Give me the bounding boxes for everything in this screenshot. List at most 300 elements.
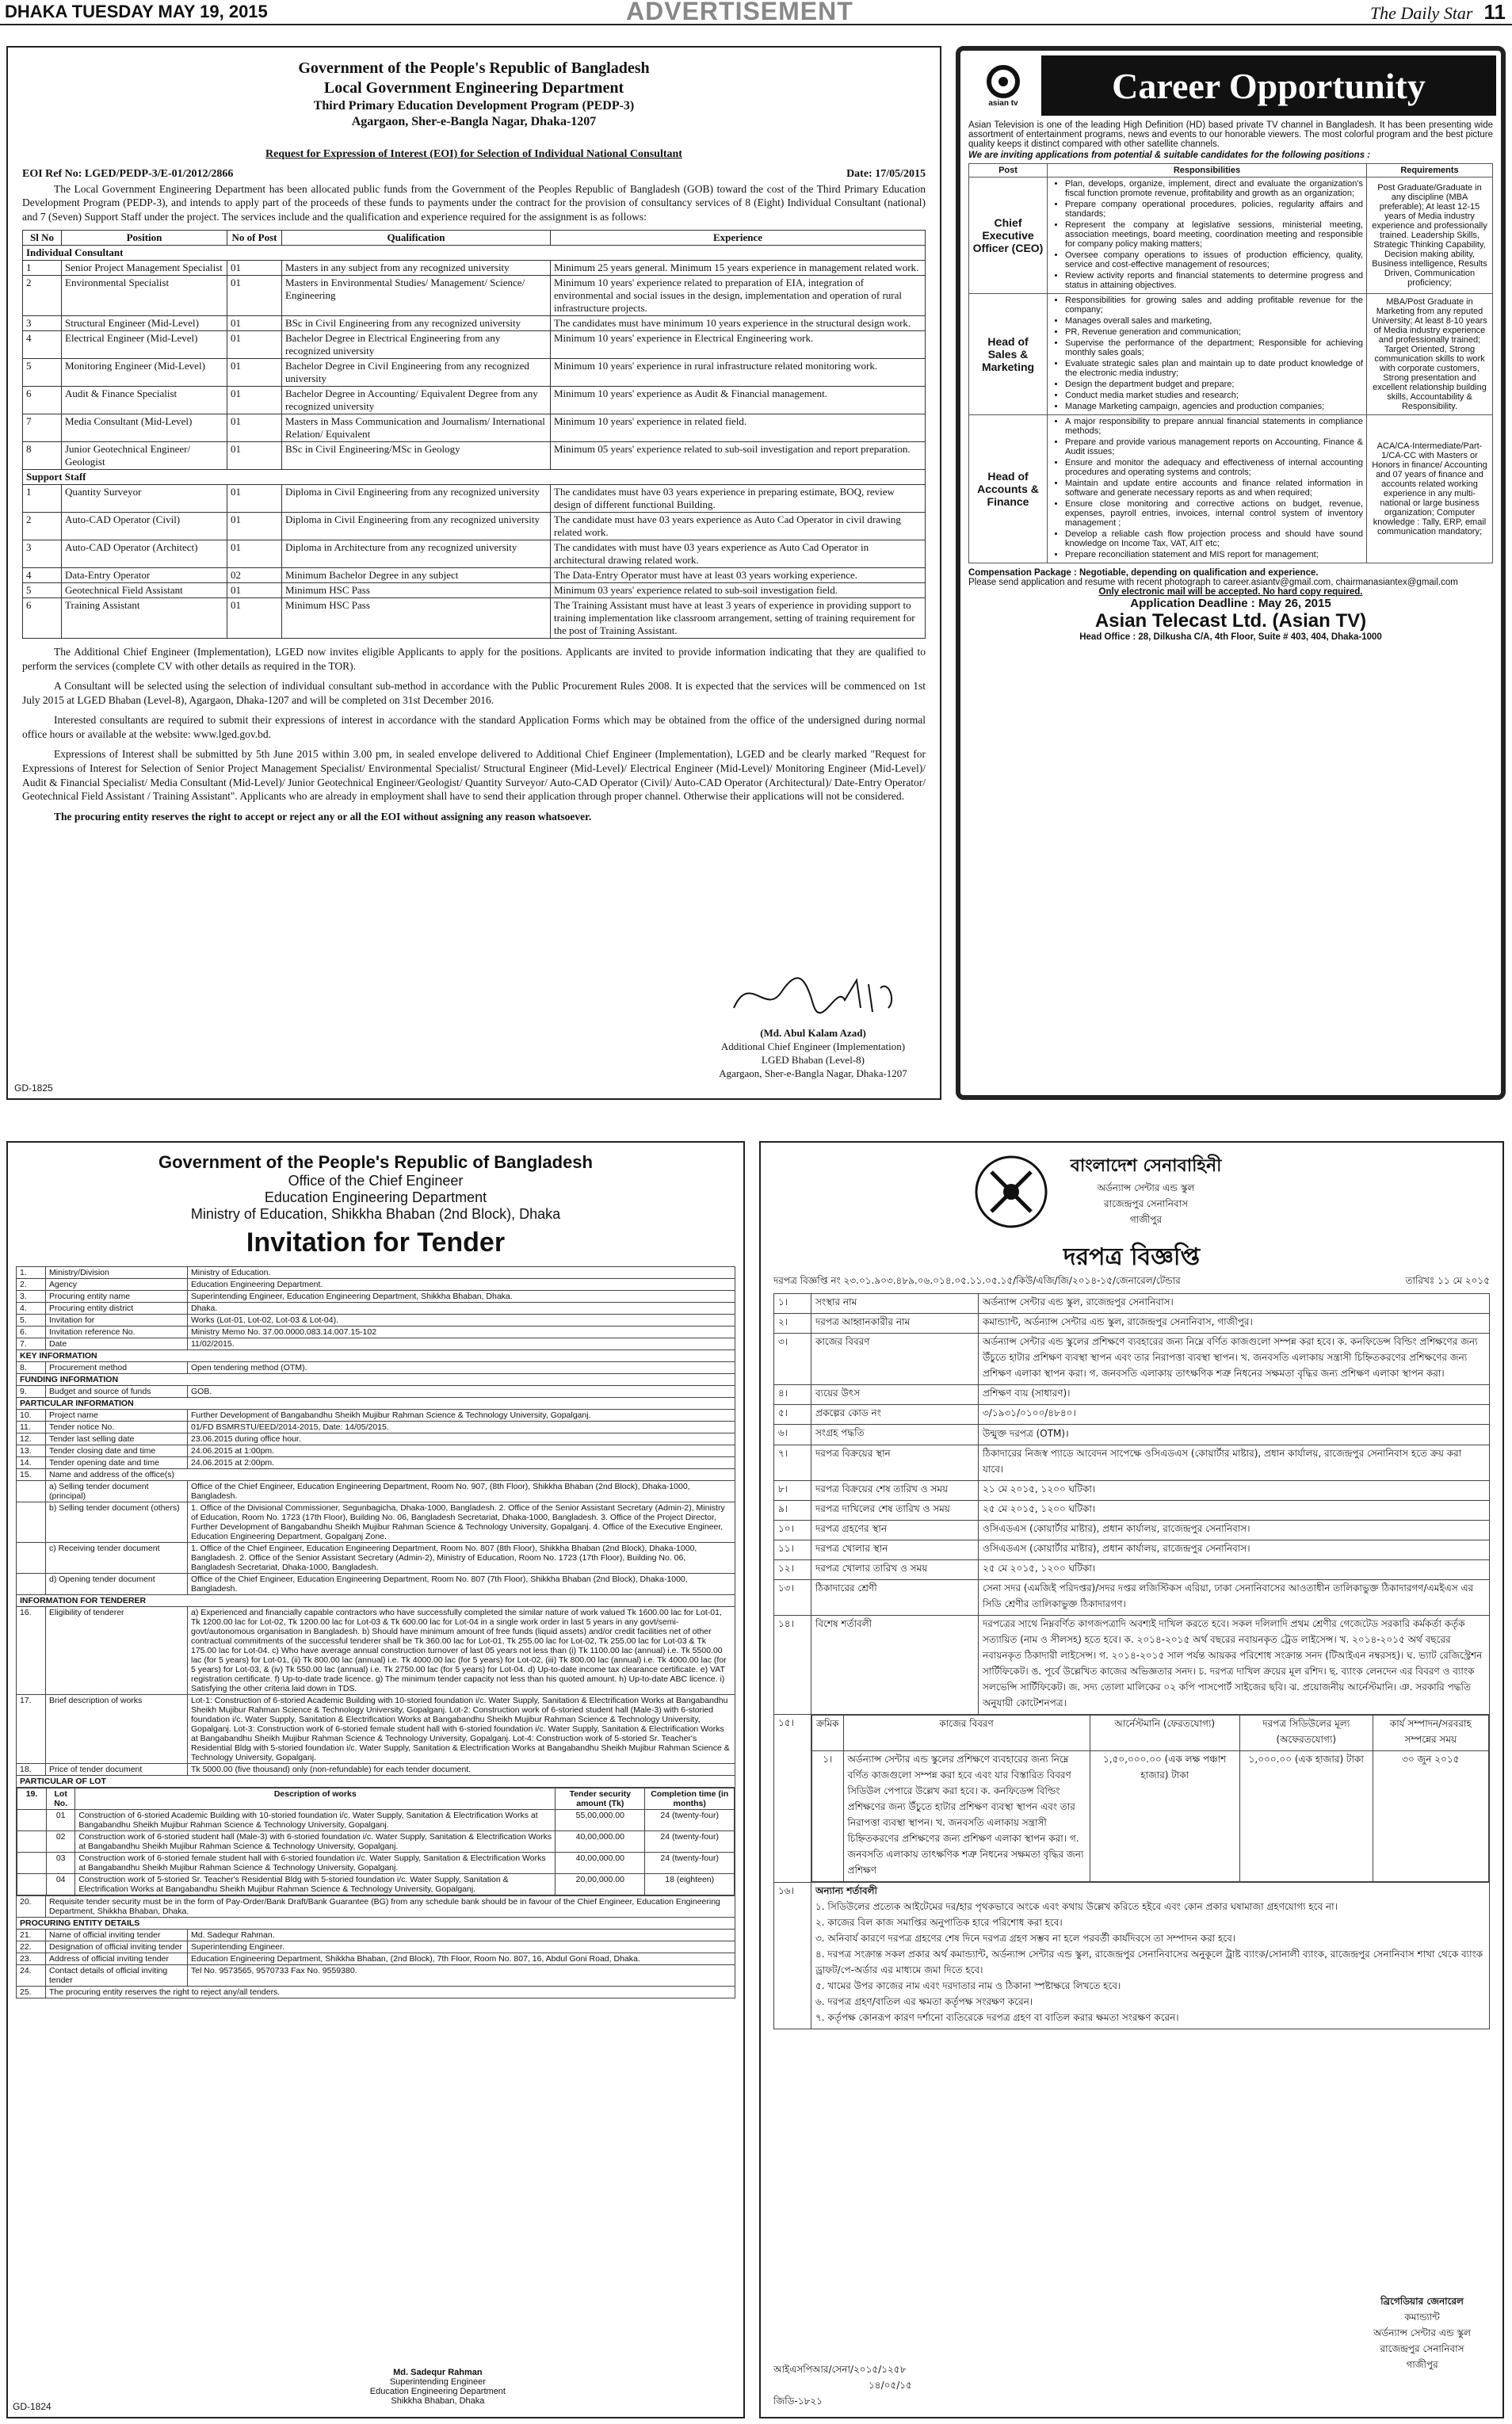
row-value: Ministry of Education. (188, 1267, 735, 1279)
table-cell: Quantity Surveyor (62, 485, 227, 513)
row-label: দরপত্র বিক্রয়ের শেষ তারিখ ও সময় (811, 1481, 979, 1501)
row-value: Ministry Memo No. 37.00.0000.083.14.007.15-102 (188, 1327, 735, 1338)
responsibility-item: • Responsibilities for growing sales and adding profitable revenue for the company; (1065, 296, 1363, 315)
table-row (23, 316, 926, 331)
lot-cell: 40,00,000.00 (556, 1831, 645, 1853)
row-label: দরপত্র গ্রহণের স্থান (811, 1521, 979, 1540)
row-number: ১। (774, 1294, 811, 1314)
eoi-ref: EOI Ref No: LGED/PEDP-3/E-01/2012/2866 (22, 167, 234, 180)
others-item: ৩. অনিবার্য কারণে দরপত্র গ্রহণের শেষ দিনে দরপত্র গ্রহণ সম্ভব না হলে পরবর্তী কার্যদিবসে তা সম্পাদন করা হবে। (815, 1933, 1236, 1944)
others-item: ৬. দরপত্র গ্রহণ/বাতিল এর ক্ষমতা কর্তৃপক্ষ সংরক্ষণ করেন। (815, 1996, 1033, 2007)
row-number: 18. (17, 1764, 46, 1776)
ad4-head (773, 1152, 1490, 1271)
row-number: 5. (17, 1315, 46, 1327)
row-number: ১২। (774, 1560, 811, 1580)
lot-col-header: Description of works (75, 1788, 556, 1810)
row-number: 21. (17, 1930, 46, 1941)
table-cell: The Data-Entry Operator must have at least 03 years working experience. (551, 568, 926, 583)
row-label: দরপত্র খোলার স্থান (811, 1540, 979, 1560)
section-label: Individual Consultant (23, 246, 926, 261)
row-value: 1. Office of the Divisional Commissioner, Segunbagicha, Dhaka-1000, Bangladesh. 2. Office of the Senior Assistant Secretary (Admin-2), Ministry of Education, Room No. 1723 (17th Floor), Building No. 06, Bangladesh Secretariat, Dhaka-1000, Bangladesh. 3. Office of the Project Director, Further Development of Bangabandhu Sheikh Mujibur Rahman Science & Technology University, Gopalganj. 4. Office of the Executive Engineer, Education Engineering Department, Gopalganj Zone. (188, 1502, 735, 1543)
row-number: 13. (17, 1445, 46, 1457)
row-value: 24.06.2015 at 2:00pm. (188, 1457, 735, 1469)
tender-row (17, 1338, 735, 1350)
lot-cell: 03 (47, 1853, 75, 1874)
table-cell: The candidates with must have 03 years experience as Auto Cad Operator in architectural drawing related work. (551, 540, 926, 568)
table-cell: Diploma in Architecture from any recognized university (282, 540, 551, 568)
row-label: Invitation reference No. (46, 1327, 188, 1338)
tender-row (774, 1294, 1490, 1314)
lot-spacer (17, 1874, 47, 1895)
table-cell: Monitoring Engineer (Mid-Level) (62, 359, 227, 387)
row-value: উন্মুক্ত দরপত্র (OTM)। (979, 1425, 1490, 1445)
responsibility-item: • Prepare reconciliation statement and MIS report for management; (1065, 550, 1363, 559)
row-value: 1. Office of the Chief Engineer, Education Engineering Department, Room No. 807 (8th Floor), Shikkha Bhaban (2nd Block), Dhaka-1000, Bangladesh. 2. Office of the Senior Assistant Secretary (Admin-2), Ministry of Education, Room No. 1723 (17th Floor), Building No. 06, Bangladesh Secretariat, Dhaka-1000, Bangladesh. (188, 1543, 735, 1574)
ad4-sub-1: অর্ডন্যান্স সেন্টার এন্ড স্কুল (1097, 1182, 1195, 1193)
responsibilities (1048, 294, 1367, 415)
row-label: কাজের বিবরণ (811, 1334, 979, 1385)
tender-row (17, 1291, 735, 1303)
tender-row (17, 1267, 735, 1279)
lot-spacer (17, 1810, 47, 1831)
page-header (0, 0, 1512, 25)
tender-row (774, 1425, 1490, 1445)
ad3-signature-block (370, 2368, 506, 2406)
responsibility-item: • Evaluate strategic sales plan and maintain up to date product knowledge of the electronic media industry; (1065, 359, 1363, 378)
table-cell: 1 (23, 485, 62, 513)
row-number: ৫। (774, 1405, 811, 1425)
row-label: Requisite tender security must be in the form of Pay-Order/Bank Draft/Bank Guarantee (BG) from any schedule bank should be in favour of the Chief Engineer, Education Engineering Department, Shikkha Bhaban, Dhaka. (46, 1896, 735, 1918)
row-label: বিশেষ শর্তাবলী (811, 1616, 979, 1715)
tender-table (16, 1266, 735, 1998)
row-value: Superintending Engineer, Education Engineering Department, Shikkha Bhaban, Dhaka. (188, 1291, 735, 1303)
ad3-gd-code: GD-1824 (13, 2401, 52, 2412)
responsibility-item: • Plan, develops, organize, implement, direct and evaluate the organization's fiscal function promote revenue, profitability and growth as an organization; (1065, 179, 1363, 198)
signatory-line: রাজেন্দ্রপুর সেনানিবাস (1380, 2343, 1464, 2354)
row-label: Address of official inviting tender (46, 1953, 188, 1965)
row-number: 22. (17, 1941, 46, 1953)
row-value: 11/02/2015. (188, 1338, 735, 1350)
tender-row (774, 1521, 1490, 1540)
row-label: ঠিকাদারের শ্রেণী (811, 1580, 979, 1616)
row-label: Tender opening date and time (46, 1457, 188, 1469)
table-cell: Minimum 10 years' experience in Electrical Engineering work. (551, 331, 926, 359)
row-value: ২১ মে ২০১৫, ১২০০ ঘটিকা। (979, 1481, 1490, 1501)
table-cell: BSc in Civil Engineering/MSc in Geology (282, 442, 551, 470)
tender-row (17, 1374, 735, 1386)
table-cell: Media Consultant (Mid-Level) (62, 414, 227, 442)
table-cell: 5 (23, 359, 62, 387)
table-cell: Electrical Engineer (Mid-Level) (62, 331, 227, 359)
signatory-line: Md. Sadequr Rahman (393, 2368, 483, 2377)
ad2-intro: Asian Television is one of the leading High Definition (HD) based private TV channel in Bangladesh. It has been presenting wide assortment of entertainment programs, news and events to our honorable viewers. The most colorful program and the best picture quality keeps it distinct compared with other satellite channels. (968, 120, 1493, 149)
table-cell: Bachelor Degree in Civil Engineering from any recognized university (282, 359, 551, 387)
row-number: 14. (17, 1457, 46, 1469)
row-number: 20. (17, 1896, 46, 1918)
table-cell: The candidates must have minimum 10 years experience in the structural design work. (551, 316, 926, 331)
tender-row (17, 1918, 735, 1930)
asian-tv-logo: asian tv (965, 55, 1041, 116)
tender-row (17, 1350, 735, 1362)
work-table (811, 1715, 1489, 1882)
work-cell (811, 1715, 1490, 1883)
row-number: ১০। (774, 1521, 811, 1540)
tender-row (774, 1560, 1490, 1580)
tender-row (17, 1279, 735, 1291)
responsibility-item: • Supervise the performance of the department; Responsible for achieving monthly sales goals; (1065, 338, 1363, 357)
table-cell: Auto-CAD Operator (Architect) (62, 540, 227, 568)
others-item: ৫. খামের উপর কাজের নাম এবং দরদাতার নাম ও ঠিকানা স্পষ্টাক্ষরে লিখতে হবে। (815, 1980, 1121, 1991)
table-row (23, 513, 926, 540)
row-number: ৩। (774, 1334, 811, 1385)
row-value: অর্ডন্যান্স সেন্টার এন্ড স্কুল, রাজেন্দ্রপুর সেনানিবাস। (979, 1294, 1490, 1314)
table-row (23, 331, 926, 359)
table-cell: Geotechnical Field Assistant (62, 583, 227, 598)
others-item: ২. কাজের বিল কাজ সমাপ্তির অনুপাতিক হারে পরিশোধ করা হবে। (815, 1917, 1063, 1928)
table-cell: Training Assistant (62, 598, 227, 639)
signatory-line: অর্ডন্যান্স সেন্টার এন্ড স্কুল (1373, 2327, 1471, 2338)
table-row (23, 261, 926, 276)
ad4-date: তারিখঃ ১১ মে ২০১৫ (1405, 1275, 1490, 1286)
row-label: The procuring entity reserves the right to reject any/all tenders. (46, 1987, 735, 1998)
row-label: Date (46, 1338, 188, 1350)
row-label: Tender last selling date (46, 1433, 188, 1445)
ad3-title-3: Education Engineering Department (264, 1189, 487, 1205)
row-number: ১৪। (774, 1616, 811, 1715)
career-title: Career Opportunity (1112, 65, 1426, 106)
table-cell: Minimum Bachelor Degree in any subject (282, 568, 551, 583)
row-number: ৯। (774, 1501, 811, 1521)
career-banner (965, 55, 1496, 116)
table-cell: Data-Entry Operator (62, 568, 227, 583)
tender-row (17, 1965, 735, 1987)
row-number: ৭। (774, 1445, 811, 1481)
others-title: অন্যান্য শর্তাবলী (815, 1885, 877, 1896)
lot-cell: 24 (twenty-four) (645, 1810, 735, 1831)
row-label: Procuring entity name (46, 1291, 188, 1303)
tender-row (17, 1941, 735, 1953)
table-cell: Minimum 10 years' experience in rural infrastructure related monitoring work. (551, 359, 926, 387)
row-value: প্রশিক্ষণ ব্যয় (সাধারণ)। (979, 1385, 1490, 1405)
row-label: Tender notice No. (46, 1422, 188, 1433)
others-cell (811, 1883, 1490, 2029)
tender-row (17, 1607, 735, 1695)
responsibility-item: • Represent the company at legislative sessions, ministerial meeting, association meetings, board meeting, coordination meeting and responsible for company policy making matters; (1065, 220, 1363, 249)
ad4-sub-2: রাজেন্দ্রপুর সেনানিবাস (1103, 1198, 1189, 1209)
column-header: Qualification (282, 231, 551, 246)
row-number: ২। (774, 1314, 811, 1334)
tender-row (17, 1422, 735, 1433)
responsibilities (1048, 178, 1367, 294)
lot-cell: 18 (eighteen) (645, 1874, 735, 1895)
tender-row (17, 1433, 735, 1445)
row-value: Further Development of Bangabandhu Sheikh Mujibur Rahman Science & Technology University, Gopalganj. (188, 1410, 735, 1422)
table-cell: Minimum 10 years' experience related to preparation of EIA, integration of environmental and social issues in the design, implementation and operation of rural infrastructure projects. (551, 276, 926, 316)
row-label: Budget and source of funds (46, 1386, 188, 1398)
section-label: PARTICULAR INFORMATION (17, 1398, 735, 1410)
table-cell: Bachelor Degree in Accounting/ Equivalent Degree from any recognized university (282, 387, 551, 414)
ad4-ref: দরপত্র বিজ্ঞপ্তি নং ২৩.০১.৯০৩.৪৮৯.০৬.০১৪.০৫.১১.০৫.১৫/কিউ/এজি/জি/২০১৪-১৫/জেনারেল/টেন্ডার (773, 1275, 1181, 1286)
column-header: Responsibilities (1048, 164, 1367, 178)
table-cell: 02 (227, 568, 282, 583)
lot-row (17, 1810, 735, 1831)
tender-row (17, 1987, 735, 1998)
row-value: ওসিএডএস (কোয়ার্টার মাষ্টার), প্রধান কার্যালয়, রাজেন্দ্রপুর সেনানিবাস। (979, 1521, 1490, 1540)
table-row (23, 387, 926, 414)
lot-cell: 24 (twenty-four) (645, 1831, 735, 1853)
ad2-invite: We are inviting applications from potential & suitable candidates for the following positions : (968, 151, 1371, 160)
work-item-cell: ১,০০০.০০ (এক হাজার) টাকা (1239, 1751, 1373, 1882)
row-label: b) Selling tender document (others) (46, 1502, 188, 1543)
eoi-paragraph: A Consultant will be selected using the selection of individual consultant sub-method in accordance with the Public Procurement Rules 2008. It is expected that the services will be commenced on 1st July 2015 at LGED Bhaban (Level-8), Agargaon, Dhaka-1207 and will be completed on 31st December 2016. (22, 680, 926, 706)
ad1-title-3: Third Primary Education Development Program (PEDP-3) (313, 99, 635, 113)
ad3-title-4: Ministry of Education, Shikkha Bhaban (2nd Block), Dhaka (190, 1206, 561, 1222)
responsibility-item: • Manage Marketing campaign, agencies and production companies; (1065, 402, 1363, 411)
row-value: Superintending Engineer. (188, 1941, 735, 1953)
table-row (23, 540, 926, 568)
table-cell: 6 (23, 598, 62, 639)
row-label: a) Selling tender document (principal) (46, 1481, 188, 1502)
signatory-line: Superintending Engineer (389, 2377, 486, 2387)
work-col-header: আর্নেস্টমানি (ফেরতযোগ্য) (1090, 1716, 1239, 1751)
army-tender-ad (759, 1141, 1504, 2418)
eoi-paragraph: Expressions of Interest shall be submitted by 5th June 2015 within 3.00 pm, in sealed envelope delivered to Additional Chief Engineer (Implementation), LGED and be clearly marked "Request for Expressions of Interest for Selection of Senior Project Management Specialist/ Environmental Specialist/ Structural Engineer (Mid-Level)/ Electrical Engineer (Mid-Level)/ Monitoring Engineer (Mid-Level)/ Audit & Financial Specialist/ Media Consultant (Mid-Level)/ Junior Geotechnical Engineer/Geologist/ Quantity Surveyor/ Auto-CAD Operator (Civil)/ Auto-CAD Operator (Architectural)/ Date-Entry Operator/ Geotechnical Field Assistant / Training Assistant". Applicants who are already in employment shall have to send their application through proper channel. Otherwise their applications will not be considered. (22, 748, 926, 803)
work-header (812, 1716, 1489, 1751)
others-row (774, 1883, 1490, 2029)
table-cell: 8 (23, 442, 62, 470)
work-col-header: কার্য সম্পাদন/সরবরাহ সম্পন্নের সময় (1373, 1716, 1488, 1751)
send-instruction: Please send application and resume with recent photograph to career.asiantv@gmail.com, chairmanasiantex@gmail.com (968, 578, 1458, 587)
row-label: Ministry/Division (46, 1267, 188, 1279)
tender-row (17, 1896, 735, 1918)
row-value: ২৫ মে ২০১৫, ১২০০ ঘটিকা। (979, 1501, 1490, 1521)
asian-tv-career-ad (956, 46, 1506, 1100)
tender-row (774, 1334, 1490, 1385)
row-number: 16. (17, 1607, 46, 1695)
lot-cell: 01 (47, 1810, 75, 1831)
section-label: PROCURING ENTITY DETAILS (17, 1918, 735, 1930)
table-cell: Minimum HSC Pass (282, 598, 551, 639)
row-number: 6. (17, 1327, 46, 1338)
row-number: ৪। (774, 1385, 811, 1405)
table-cell: 01 (227, 359, 282, 387)
ad4-sub-3: গাজীপুর (1129, 1214, 1163, 1225)
row-label: সংগ্রহ পদ্ধতি (811, 1425, 979, 1445)
company-name: Asian Telecast Ltd. (Asian TV) (1094, 610, 1367, 632)
table-cell: The candidates must have 03 years experience in preparing estimate, BOQ, review design of different functional Building. (551, 485, 926, 513)
tender-row (774, 1501, 1490, 1521)
lot-table (17, 1788, 735, 1895)
responsibility-item: • Conduct media market studies and research; (1065, 391, 1363, 400)
lot-spacer (17, 1853, 47, 1874)
others-item: ৪. দরপত্র সংক্রান্ত সকল প্রকার অর্থ কমান্ড্যান্ট, অর্ডন্যান্স সেন্টার এন্ড স্কুল, রাজেন্দ্রপুর সেনানিবাসের অনুকূলে ট্রাষ্ট ব্যাংক/সোনালী ব্যাংক, রাজেন্দ্রপুর সেনানিবাস শাখা থেকে ব্যাংক ড্রাফট/পে-অর্ডার এর মাধ্যমে জমা দিতে হবে। (815, 1949, 1483, 1975)
table-cell: 01 (227, 485, 282, 513)
table-row (23, 583, 926, 598)
table-cell: 01 (227, 414, 282, 442)
table-row (23, 485, 926, 513)
responsibility-item: • Maintain and update entire accounts and finance related information in software and generate necessary reports as and when required; (1065, 479, 1363, 498)
row-number: 9. (17, 1386, 46, 1398)
responsibility-item: • A major responsibility to prepare annual financial statements in compliance methods; (1065, 417, 1363, 436)
work-col-header: দরপত্র সিডিউলের মূল্য (অফেরতযোগ্য) (1239, 1716, 1373, 1751)
lot-table-cell (17, 1788, 735, 1896)
logo-mark-icon (986, 64, 1021, 99)
row-number (17, 1574, 46, 1595)
row-label: Eligibility of tenderer (46, 1607, 188, 1695)
work-item-cell: ১। (812, 1751, 844, 1882)
row-label: Contact details of official inviting tender (46, 1965, 188, 1987)
table-cell: 6 (23, 387, 62, 414)
ad4-signature-block (1373, 2295, 1471, 2374)
row-label: Tender closing date and time (46, 1445, 188, 1457)
row-number: 4. (17, 1303, 46, 1315)
application-deadline: Application Deadline : May 26, 2015 (1130, 597, 1331, 610)
tender-row (774, 1314, 1490, 1334)
table-cell: Structural Engineer (Mid-Level) (62, 316, 227, 331)
lot-header (17, 1788, 735, 1810)
position-row (969, 178, 1493, 294)
row-value: GOB. (188, 1386, 735, 1398)
signatory-line: LGED Bhaban (Level-8) (762, 1054, 865, 1067)
row-label: ব্যয়ের উৎস (811, 1385, 979, 1405)
row-value: Lot-1: Construction of 6-storied Academic Building with 10-storied foundation i/c. Water Supply, Sanitation & Electrification Works at Bangabandhu Sheikh Mujibur Rahman Science & Technology University, Gopalganj. Lot-2: Construction work of 6-storied student hall (Male-3) with 6-storied foundation i/c. Water Supply, Sanitation & Electrification Works at Bangabandhu Sheikh Mujibur Rahman Science & Technology University, Gopalganj. Lot-3: Construction work of 6-storied female student hall with 6-storied foundation i/c. Water Supply, Sanitation & Electrification Works at Bangabandhu Sheikh Mujibur Rahman Science & Technology University, Gopalganj. Lot-4: Construction work of 5-storied Sr. Teacher's Residential Bldg with 5-storied foundation i/c. Water Supply, Sanitation & Electrification Works at Bangabandhu Sheikh Mujibur Rahman Science & Technology University, Gopalganj. (188, 1695, 735, 1764)
table-cell: 01 (227, 540, 282, 568)
lot-row (17, 1831, 735, 1853)
position-row (969, 294, 1493, 415)
work-col-header: ক্রমিক (812, 1716, 844, 1751)
responsibility-item: • PR, Revenue generation and communication; (1065, 327, 1363, 337)
signatory-line: কমান্ড্যান্ট (1404, 2311, 1440, 2323)
table-row (23, 359, 926, 387)
tender-row (17, 1410, 735, 1422)
work-item-cell: ৩০ জুন ২০১৫ (1373, 1751, 1488, 1882)
row-value: Education Engineering Department, Shikkha Bhaban, (2nd Block), 7th Floor, Room No. 807, 16, Abdul Goni Road, Dhaka. (188, 1953, 735, 1965)
compensation: Compensation Package : Negotiable, depending on qualification and experience. (968, 568, 1319, 578)
row-number: 8. (17, 1362, 46, 1374)
row-value: কমান্ড্যান্ট, অর্ডন্যান্স সেন্টার এন্ড স্কুল, রাজেন্দ্রপুর সেনানিবাস, গাজীপুর। (979, 1314, 1490, 1334)
row-value: অর্ডন্যান্স সেন্টার এন্ড স্কুলের প্রশিক্ষণে ব্যবহারের জন্য নিম্নে বর্ণিত কাজগুলো সম্পন্ন করা হবে। ক. কনফিডেন্স বিল্ডিং প্রশিক্ষণের জন্য উঁচুতে হাটার প্রশিক্ষণ ব্যবস্থা স্থাপন এবং তার নিরাপত্তা ব্যবস্থা স্থাপন। খ. জনবসতি এলাকায় সন্ত্রাসী চিহ্নিতকরণের প্রশিক্ষণের জন্য প্রশিক্ষণ এলাকা স্থাপন করা। গ. জনবসতি এলাকায় তাৎক্ষণিক শত্রু নিধনের সক্ষমতা বৃদ্ধির জন্য প্রশিক্ষণ এলাকা স্থাপন করা। (979, 1334, 1490, 1385)
ad4-table (773, 1293, 1490, 2029)
row-value: দরপত্রের সাথে নিম্নবর্ণিত কাগজপত্রাদি অবশ্যই দাখিল করতে হবে। সকল দলিলাদি প্রথম শ্রেণীর গেজেটেড সরকারি কর্মকর্তা কর্তৃক সত্যায়িত (নাম ও সীলসহ) হতে হবে। ক. ২০১৪-২০১৫ অর্থ বছরের নবায়নকৃত ট্রেড লাইসেন্স। খ. ২০১৪-২০১৫ অর্থ বছরের নবায়নকৃত ঠিকাদারী লাইসেন্স। গ. ২০১৪-২০১৫ সাল পর্যন্ত আয়কর পরিশোধ সংক্রান্ত সনদ (টিআইএন নম্বরসহ)। ঘ. ভ্যাট রেজিস্ট্রেশন সার্টিফিকেট। ঙ. পূর্বে উল্লেখিত কাজের অভিজ্ঞতার সনদ। চ. দরপত্র দাখিল ক্রয়ের মূল রশিদ। ছ. ব্যাংক লেনদেন এর বিবরণ ও ব্যাংক সলভেন্সি সার্টিফিকেট। জ. সদ্য তোলা মালিকের ০২ কপি পাসপোর্ট সাইজের ছবি। ঝ. প্রয়োজনীয় আর্নেস্টমানি। ঞ. সরকারি পদ্ধতি অনুযায়ী কোটেশনপত্র। (979, 1616, 1490, 1715)
signatory-line: Education Engineering Department (369, 2387, 506, 2396)
lot-table-row (17, 1788, 735, 1896)
section-label: KEY INFORMATION (17, 1350, 735, 1362)
section-label: INFORMATION FOR TENDERER (17, 1595, 735, 1607)
column-header: Experience (551, 231, 926, 246)
tender-row (774, 1385, 1490, 1405)
table-cell: 1 (23, 261, 62, 276)
email-only-note: Only electronic mail will be accepted. No hard copy required. (1098, 587, 1363, 597)
table-cell: 01 (227, 261, 282, 276)
row-label: Name and address of the office(s) (46, 1469, 735, 1481)
row-label: Brief description of works (46, 1695, 188, 1764)
table-cell: Minimum 25 years general. Minimum 15 years experience in management related work. (551, 261, 926, 276)
lot-cell: 40,00,000.00 (556, 1853, 645, 1874)
lot-cell: Construction work of 5-storied Sr. Teacher's Residential Bldg with 5-storied foundation i/c. Water Supply, Sanitation & Electrification Works at Bangabandhu Sheikh Mujibur Rahman Science & Technology University, Gopalganj. (75, 1874, 556, 1895)
row-number: 15. (17, 1469, 46, 1481)
ad3-title-2: Office of the Chief Engineer (288, 1173, 464, 1189)
row-value: Md. Sadequr Rahman. (188, 1930, 735, 1941)
career-table (968, 163, 1493, 563)
table-cell: 4 (23, 568, 62, 583)
table-cell: 4 (23, 331, 62, 359)
row-label: Price of tender document (46, 1764, 188, 1776)
row-value: 23.06.2015 during office hour. (188, 1433, 735, 1445)
signatory-line: (Md. Abul Kalam Azad) (760, 1027, 866, 1040)
signatory-line: গাজীপুর (1406, 2359, 1438, 2370)
table-cell: 3 (23, 540, 62, 568)
ad4-org-block (1059, 1152, 1233, 1229)
tender-heading: Invitation for Tender (246, 1227, 506, 1258)
tender-row (17, 1315, 735, 1327)
responsibility-item: • Develop a reliable cash flow projection process and should have sound knowledge on Income Tax, VAT, AIT etc; (1065, 529, 1363, 548)
others-item: ৭. কর্তৃপক্ষ কোনরূপ কারণ দর্শানো ব্যতিরেকে দরপত্র গ্রহণ বা বাতিল করার ক্ষমতা সংরক্ষণ করেন। (815, 2012, 1179, 2023)
table-cell: Masters in Environmental Studies/ Management/ Science/ Engineering (282, 276, 551, 316)
table-cell: Senior Project Management Specialist (62, 261, 227, 276)
signatory-line: Agargaon, Sher-e-Bangla Nagar, Dhaka-1207 (719, 1067, 907, 1080)
eoi-paragraph: The Additional Chief Engineer (Implementation), LGED now invites eligible Applicants to apply for the positions. Applicants are invited to provide information indicating that they are qualified to perform the services (complete CV with other details as required in the TOR). (22, 646, 926, 672)
table-cell: Masters in Mass Communication and Journalism/ International Relation/ Equivalent (282, 414, 551, 442)
tender-row (17, 1398, 735, 1410)
lot-row (17, 1853, 735, 1874)
row-value: ঠিকাদারের নিজস্ব প্যাডে আবেদন সাপেক্ষে ওসিএডএস (কোয়ার্টার মাষ্টার), প্রধান কার্যালয়, রাজেন্দ্রপুর সেনানিবাস হতে ক্রয় করা যাবে। (979, 1445, 1490, 1481)
table-cell: Minimum 05 years' experience related to sub-soil investigation and report preparation. (551, 442, 926, 470)
lot-col-header: Tender security amount (Tk) (556, 1788, 645, 1810)
row-value: Tk 5000.00 (five thousand) only (non-refundable) for each tender document. (188, 1764, 735, 1776)
ad1-title-1: Government of the People's Republic of Bangladesh (298, 59, 650, 77)
responsibility-item: • Prepare company operational procedures, policies, regularity affairs and standards; (1065, 200, 1363, 219)
row-label: দরপত্র খোলার তারিখ ও সময় (811, 1560, 979, 1580)
lot-cell: Construction work of 6-storied student hall (Male-3) with 6-storied foundation i/c. Water Supply, Sanitation & Electrification Works at Bangabandhu Sheikh Mujibur Rahman Science & Technology University, Gopalganj. (75, 1831, 556, 1853)
table-row (23, 276, 926, 316)
row-value: Open tendering method (OTM). (188, 1362, 735, 1374)
ad1-signature-block (718, 968, 908, 1081)
ad4-gd-code: জিডি-১৮২১ (773, 2395, 823, 2407)
row-value: Dhaka. (188, 1303, 735, 1315)
row-value: Education Engineering Department. (188, 1279, 735, 1291)
column-header: No of Post (227, 231, 282, 246)
row-number: ৬। (774, 1425, 811, 1445)
row-value: 24.06.2015 at 1:00pm. (188, 1445, 735, 1457)
ispr-date: ১৪/০৫/১৫ (869, 2380, 912, 2391)
responsibility-item: • Oversee company operations to issues of production efficiency, quality, service and cost-effective management of resources; (1065, 250, 1363, 269)
responsibilities (1048, 415, 1367, 563)
position-row (969, 415, 1493, 563)
responsibility-item: • Design the department budget and prepare; (1065, 380, 1363, 389)
row-number: 10. (17, 1410, 46, 1422)
column-header: Post (969, 164, 1048, 178)
tender-row (774, 1481, 1490, 1501)
ad1-ref-row (22, 168, 926, 181)
positions-table (22, 230, 926, 639)
row-label: c) Receiving tender document (46, 1543, 188, 1574)
table-cell: 01 (227, 387, 282, 414)
row-value: Tel No. 9573565, 9570733 Fax No. 9559380. (188, 1965, 735, 1987)
section-title: ADVERTISEMENT (626, 0, 853, 25)
responsibility-list (1051, 417, 1363, 559)
tender-row (17, 1362, 735, 1374)
row-value: সেনা সদর (এমজিই পরিদপ্তর)/সদর দপ্তর লজিস্টিকস এরিয়া, ঢাকা সেনানিবাসের আওতাধীন তালিকাভুক্ত ঠিকাদারগণ/এমইএস এর সিডি শ্রেণীর তালিকাভুক্ত ঠিকাদারগণ। (979, 1580, 1490, 1616)
tender-row (17, 1457, 735, 1469)
signatory-line: ব্রিগেডিয়ার জেনারেল (1380, 2296, 1464, 2307)
tender-row (17, 1502, 735, 1543)
row-value: Office of the Chief Engineer, Education Engineering Department, Room No. 807 (7th Floor), Shikkha Bhaban (2nd Block), Dhaka-1000, Bangladesh. (188, 1574, 735, 1595)
row-number: ৮। (774, 1481, 811, 1501)
tender-row (17, 1695, 735, 1764)
section-row (23, 246, 926, 261)
table-row (23, 442, 926, 470)
lot-cell: 02 (47, 1831, 75, 1853)
